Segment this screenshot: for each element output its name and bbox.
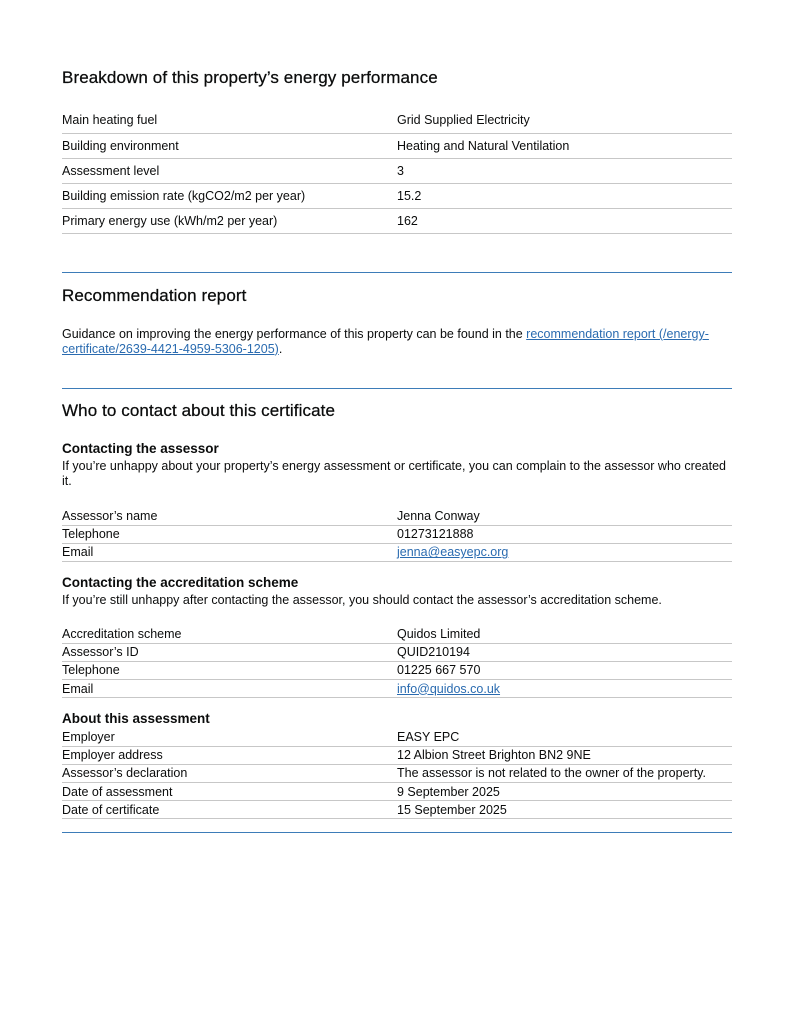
row-value: Grid Supplied Electricity bbox=[397, 108, 732, 133]
table-row bbox=[62, 108, 732, 133]
table-row bbox=[62, 661, 732, 679]
row-value bbox=[397, 680, 732, 698]
recommendation-title: Recommendation report bbox=[62, 286, 247, 305]
table-row bbox=[62, 158, 732, 183]
table-row bbox=[62, 525, 732, 543]
table-row bbox=[62, 746, 732, 764]
table-row bbox=[62, 728, 732, 746]
table-row bbox=[62, 543, 732, 561]
scheme-email-link[interactable]: info@quidos.co.uk bbox=[397, 681, 501, 696]
row-value: QUID210194 bbox=[397, 643, 732, 661]
breakdown-title: Breakdown of this property’s energy performance bbox=[62, 68, 438, 87]
row-value: The assessor is not related to the owner of the property. bbox=[397, 764, 732, 782]
table-row bbox=[62, 183, 732, 208]
row-value: 3 bbox=[397, 158, 732, 183]
about-table bbox=[62, 728, 732, 819]
table-row bbox=[62, 208, 732, 233]
table-row bbox=[62, 680, 732, 698]
row-value: Jenna Conway bbox=[397, 507, 732, 525]
table-row bbox=[62, 507, 732, 525]
section-divider bbox=[62, 272, 732, 273]
table-row bbox=[62, 625, 732, 643]
about-heading: About this assessment bbox=[62, 711, 210, 726]
assessor-heading: Contacting the assessor bbox=[62, 441, 219, 456]
row-value: 01273121888 bbox=[397, 525, 732, 543]
row-label: Telephone bbox=[62, 661, 397, 679]
row-label: Primary energy use (kWh/m2 per year) bbox=[62, 208, 397, 233]
row-value: 9 September 2025 bbox=[397, 783, 732, 801]
row-value: Quidos Limited bbox=[397, 625, 732, 643]
table-row bbox=[62, 764, 732, 782]
row-label: Email bbox=[62, 680, 397, 698]
scheme-heading: Contacting the accreditation scheme bbox=[62, 575, 299, 590]
contact-title: Who to contact about this certificate bbox=[62, 401, 336, 420]
row-value: EASY EPC bbox=[397, 728, 732, 746]
assessor-table bbox=[62, 507, 732, 562]
row-value: Heating and Natural Ventilation bbox=[397, 133, 732, 158]
breakdown-table bbox=[62, 108, 732, 234]
row-label: Assessor’s declaration bbox=[62, 764, 397, 782]
scheme-text: If you’re still unhappy after contacting the assessor, you should contact the assessor’s accreditation scheme. bbox=[62, 593, 662, 607]
row-label: Main heating fuel bbox=[62, 108, 397, 133]
recommendation-text bbox=[62, 327, 732, 356]
table-row bbox=[62, 783, 732, 801]
section-divider bbox=[62, 832, 732, 833]
row-value: 01225 667 570 bbox=[397, 661, 732, 679]
row-label: Assessor’s ID bbox=[62, 643, 397, 661]
assessor-email-link[interactable]: jenna@easyepc.org bbox=[397, 545, 509, 560]
assessor-text: If you’re unhappy about your property’s energy assessment or certificate, you can complain to the assessor who created it. bbox=[62, 459, 727, 488]
section-divider bbox=[62, 388, 732, 389]
recommendation-text-before: Guidance on improving the energy performance of this property can be found in the bbox=[62, 327, 527, 341]
recommendation-report-link[interactable]: recommendation report (/energy-certificate/2639-4421-4959-5306-1205) bbox=[62, 327, 709, 356]
row-label: Date of assessment bbox=[62, 783, 397, 801]
row-label: Telephone bbox=[62, 525, 397, 543]
row-label: Assessment level bbox=[62, 158, 397, 183]
row-label: Employer bbox=[62, 728, 397, 746]
row-label: Assessor’s name bbox=[62, 507, 397, 525]
row-label: Employer address bbox=[62, 746, 397, 764]
row-value: 15.2 bbox=[397, 183, 732, 208]
row-label: Building emission rate (kgCO2/m2 per year) bbox=[62, 183, 397, 208]
row-label: Email bbox=[62, 543, 397, 561]
row-value: 15 September 2025 bbox=[397, 801, 732, 819]
row-label: Accreditation scheme bbox=[62, 625, 397, 643]
table-row bbox=[62, 643, 732, 661]
row-value: 12 Albion Street Brighton BN2 9NE bbox=[397, 746, 732, 764]
scheme-table bbox=[62, 625, 732, 698]
table-row bbox=[62, 801, 732, 819]
table-row bbox=[62, 133, 732, 158]
recommendation-text-after: . bbox=[278, 341, 283, 356]
row-value bbox=[397, 543, 732, 561]
row-label: Building environment bbox=[62, 133, 397, 158]
row-value: 162 bbox=[397, 208, 732, 233]
row-label: Date of certificate bbox=[62, 801, 397, 819]
